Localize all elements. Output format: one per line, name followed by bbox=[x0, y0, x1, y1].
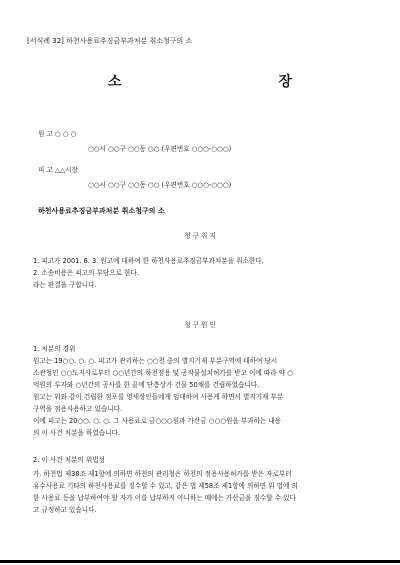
cause-line: 의 이 사건 처분을 하였습니다. bbox=[33, 429, 120, 437]
cause-line: 유수사용료 기타의 하천사용료를 징수할 수 있고, 같은 법 제58조 제1항에 의하면 위 법에 의 bbox=[33, 482, 298, 490]
cause-line: 2. 이 사건 처분의 위법성 bbox=[33, 456, 106, 464]
defendant-label: 피 고 △△시장 bbox=[38, 166, 78, 174]
cause-line: 한 사용료 등을 납부하여야 할 자가 이를 납부하지 아니하는 때에는 가산금을 징수할 수 있다 bbox=[33, 494, 296, 502]
cause-line: 소관청인 ○○도지사로부터 ○○년간의 하천점용 및 공작물설치허가를 받고 이에 따라 약 ○ bbox=[33, 369, 293, 377]
cause-line: 억원의 투자와 ○년간의 공사를 한 끝에 단층상가 건물 50채를 건립하였습니다. bbox=[33, 381, 260, 389]
claim-item: 라는 판결을 구합니다. bbox=[33, 281, 97, 289]
case-title: 하천사용료추징금부과처분 취소청구의 소 bbox=[38, 207, 165, 215]
cause-line: 1. 처분의 경위 bbox=[33, 345, 76, 353]
form-number: [서식례 32] 하천사용료추징금부과처분 취소청구의 소 bbox=[27, 37, 193, 45]
plaintiff-label: 원 고 ○ ○ ○ bbox=[38, 130, 77, 138]
claim-item: 1. 피고가 2001. 6. 3. 원고에 대하여 한 하천사용료추징금부과처분을 취소한다. bbox=[33, 257, 264, 265]
page-bottom-rule bbox=[0, 560, 400, 563]
cause-line: 원고는 위와 같이 건립한 점포를 영세상인들에게 임대하여 사용케 하면서 별지기재 부분 bbox=[33, 393, 284, 401]
claim-heading: 청 구 취 지 bbox=[184, 232, 216, 240]
cause-line: 가. 하천법 제38조 제1항에 의하면 하천의 관리청은 하천의 점용사용허가를 받은 자로부터 bbox=[33, 470, 292, 478]
cause-line: 원고는 19○○. ○. ○. 피고가 관리하는 ○○천 중의 별지기재 부분구역에 대하여 당시 bbox=[33, 357, 278, 365]
document-title: 소 장 bbox=[108, 74, 368, 90]
cause-line: 이에 피고는 20○○. ○. ○. 그 사용료로 금○○○원과 가산금 ○○○원을 부과하는 내용 bbox=[33, 417, 282, 425]
claim-item: 2. 소송비용은 피고의 부담으로 한다. bbox=[33, 269, 139, 277]
defendant-address: ○○시 ○○구 ○○동 ○○ (우편번호 ○○○-○○○) bbox=[88, 181, 232, 189]
cause-line: 고 규정하고 있습니다. bbox=[33, 506, 97, 514]
cause-line: 구역을 점용사용하고 있습니다. bbox=[33, 405, 123, 413]
plaintiff-address: ○○시 ○○구 ○○동 ○○ (우편번호 ○○○-○○○) bbox=[88, 145, 232, 153]
cause-heading: 청 구 원 인 bbox=[184, 321, 216, 329]
